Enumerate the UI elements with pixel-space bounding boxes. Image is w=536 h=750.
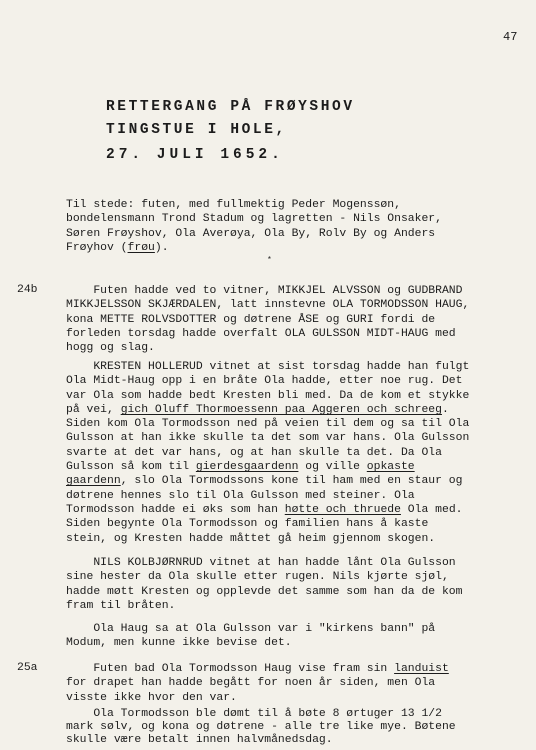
underlined-term: høtte och thruede [284,503,401,516]
paragraph-4: Ola Haug sa at Ola Gulsson var i "kirkens bann" på Modum, men kunne ikke bevise det. [66,623,436,650]
underlined-term: gierdesgaardenn [195,461,299,474]
underlined-term: opkaste [366,461,415,474]
margin-note-25a: 25a [17,662,38,674]
paragraph-3: NILS KOLBJØRNRUD vitnet at han hadde lånt Ola Gulsson sine hester da Ola skulle etter rugen. Nils kjørte sjøl, hadde møtt Kresten og opplevde det samme som han da de kom fram til bråten. [66,557,463,612]
title-line-1: RETTERGANG PÅ FRØYSHOV [106,99,355,115]
margin-note-24b: 24b [17,284,38,296]
paragraph-2: KRESTEN HOLLERUD vitnet at sist torsdag hadde han fulgt Ola Midt-Haug opp i en bråte Ola hadde, etter noe rug. Det var Ola som hadde bedt Kresten bli med. Da de kom et stykke på vei, gich Oluff Thormoessenn paa Aggeren och schreeg. Siden kom Ola Tormodsson ned på veien til dem og sa til Ola Gulsson at han ikke skulle ta det som var hans. Ola Gulsson svarte at det var hans, og at han skulle ta det. Da Ola Gulsson så kom til gierdesgaardenn og ville opkaste gaardenn, slo Ola Tormodssons kone til ham med en staur og døtrene hennes slo til Ola Gulsson med steiner. Ola Tormodsson hadde ei øks som han høtte och thruede Ola med. Siden begynte Ola Tormodsson og familien hans å kaste stein, og Kresten hadde måttet gå heim gjennom skogen. [66,361,470,545]
underlined-term: landuist [394,663,449,675]
intro-paragraph: Til stede: futen, med fullmektig Peder Mogenssøn, bondelensmann Trond Stadum og lagretten - Nils Onsaker, Søren Frøyshov, Ola Averøya, Ola By, Rolv By og Anders Frøyhov (frøu). [66,199,442,254]
paragraph-6: Ola Tormodsson ble dømt til å bøte 8 ørtuger 13 1/2 mark sølv, og kona og døtrene - alle tre like mye. Bøtene skulle være betalt innen halvmånedsdag. [66,708,456,747]
underlined-term: gaardenn [66,475,121,488]
page-number: 47 [503,30,518,44]
underlined-term: gich Oluff Thormoessenn paa Aggeren och schreeg [120,403,442,416]
paragraph-5: Futen bad Ola Tormodsson Haug vise fram sin landuist for drapet han hadde begått for noen år siden, men Ola visste ikke hvor den var. [66,663,449,704]
paragraph-1: Futen hadde ved to vitner, MIKKJEL ALVSSON og GUDBRAND MIKKJELSSON SKJÆRDALEN, latt innstevne OLA TORMODSSON HAUG, kona METTE ROLVSDOTTER og døtrene ÅSE og GURI fordi de forleden torsdag hadde overfalt OLA GULSSON MIDT-HAUG med hogg og slag. [66,285,470,355]
underlined-term: frøu [127,241,155,254]
title-line-2: TINGSTUE I HOLE, [106,122,287,138]
title-line-3: 27. JULI 1652. [106,147,284,163]
section-separator: * [267,256,272,265]
